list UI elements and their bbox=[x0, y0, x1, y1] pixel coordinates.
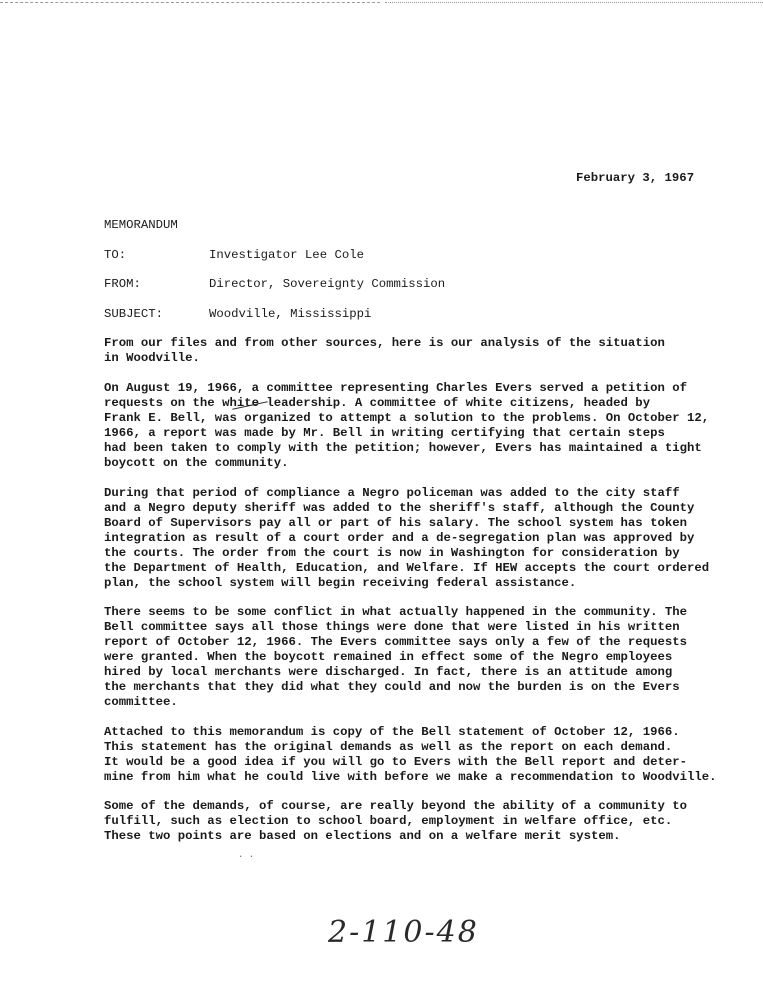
text-line: in Woodville. bbox=[104, 351, 200, 365]
text-line: hired by local merchants were discharged. In fact, there is an attitude among bbox=[104, 665, 673, 679]
text-line: During that period of compliance a Negro policeman was added to the city staff bbox=[104, 486, 680, 500]
text-line: There seems to be some conflict in what actually happened in the community. The bbox=[104, 605, 687, 619]
scan-speck: · · bbox=[238, 852, 255, 862]
text-line: plan, the school system will begin receiving federal assistance. bbox=[104, 576, 577, 590]
text-line: These two points are based on elections and on a welfare merit system. bbox=[104, 829, 621, 843]
text-line: This statement has the original demands as well as the report on each demand. bbox=[104, 740, 673, 754]
subject-value: Woodville, Mississippi bbox=[209, 307, 372, 321]
to-value: Investigator Lee Cole bbox=[209, 248, 364, 262]
text-line: and a Negro deputy sheriff was added to the sheriff's staff, although the County bbox=[104, 501, 695, 515]
handwritten-file-number: 2-110-48 bbox=[328, 915, 479, 950]
from-value: Director, Sovereignty Commission bbox=[209, 277, 446, 291]
text-line: were granted. When the boycott remained in effect some of the Negro employees bbox=[104, 650, 673, 664]
text-line: committee. bbox=[104, 695, 178, 709]
text-line: 1966, a report was made by Mr. Bell in writing certifying that certain steps bbox=[104, 426, 665, 440]
subject-label: SUBJECT: bbox=[104, 307, 164, 321]
from-label: FROM: bbox=[104, 277, 141, 291]
text-line: Attached to this memorandum is copy of the Bell statement of October 12, 1966. bbox=[104, 725, 680, 739]
text-line: requests on the white leadership. A committee of white citizens, headed by bbox=[104, 396, 651, 410]
text-line: fulfill, such as election to school board, employment in welfare office, etc. bbox=[104, 814, 673, 828]
text-line: Board of Supervisors pay all or part of his salary. The school system has token bbox=[104, 516, 687, 530]
text-line: From our files and from other sources, here is our analysis of the situation bbox=[104, 336, 665, 350]
paragraph-petition bbox=[104, 381, 744, 471]
text-line: It would be a good idea if you will go to Evers with the Bell report and deter- bbox=[104, 755, 687, 769]
text-line: boycott on the community. bbox=[104, 456, 289, 470]
text-line: Frank E. Bell, was organized to attempt a solution to the problems. On October 12, bbox=[104, 411, 710, 425]
paragraph-attachment bbox=[104, 725, 744, 785]
text-line: Some of the demands, of course, are really beyond the ability of a community to bbox=[104, 799, 687, 813]
text-line: the courts. The order from the court is now in Washington for consideration by bbox=[104, 546, 680, 560]
text-line: report of October 12, 1966. The Evers committee says only a few of the requests bbox=[104, 635, 687, 649]
paragraph-conflict bbox=[104, 605, 744, 710]
paragraph-compliance bbox=[104, 486, 744, 591]
text-line: On August 19, 1966, a committee representing Charles Evers served a petition of bbox=[104, 381, 687, 395]
to-label: TO: bbox=[104, 248, 127, 262]
paragraph-intro bbox=[104, 336, 744, 366]
text-line: Bell committee says all those things were done that were listed in his written bbox=[104, 620, 680, 634]
scan-edge-mark bbox=[385, 2, 763, 3]
text-line: the merchants that they did what they could and now the burden is on the Evers bbox=[104, 680, 680, 694]
memo-date: February 3, 1967 bbox=[576, 171, 695, 185]
paragraph-demands bbox=[104, 799, 744, 844]
text-line: the Department of Health, Education, and Welfare. If HEW accepts the court ordered bbox=[104, 561, 710, 575]
text-line: mine from him what he could live with before we make a recommendation to Woodville. bbox=[104, 770, 717, 784]
scan-edge-mark bbox=[0, 2, 380, 3]
text-line: had been taken to comply with the petition; however, Evers has maintained a tight bbox=[104, 441, 702, 455]
memo-heading: MEMORANDUM bbox=[104, 218, 178, 232]
text-line: integration as result of a court order and a de-segregation plan was approved by bbox=[104, 531, 695, 545]
